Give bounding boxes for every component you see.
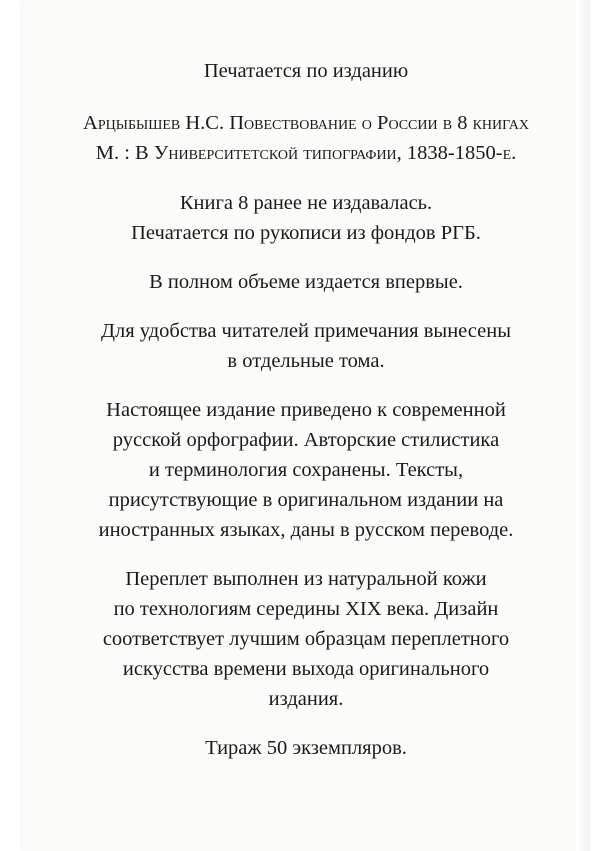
book8-line-2: Печатается по рукописи из фондов РГБ. <box>131 222 481 244</box>
binding-line-1: Переплет выполнен из натуральной кожи <box>125 568 487 590</box>
notes-line-1: Для удобства читателей примечания вынесены <box>101 320 511 342</box>
book8-line-1: Книга 8 ранее не издавалась. <box>179 192 433 214</box>
orthography-note <box>22 395 590 545</box>
binding-line-4: искусства времени выхода оригинального <box>122 658 490 680</box>
source-line-2: М. : В Университетской типографии, 1838-1850-е. <box>95 142 517 164</box>
imprint-heading <box>22 56 590 86</box>
book8-note <box>22 188 590 248</box>
first-full-line: В полном объеме издается впервые. <box>149 271 463 293</box>
source-line-1: Арцыбышев Н.С. Повествование о России в 8 книгах <box>83 112 529 134</box>
heading-line: Печатается по изданию <box>203 60 409 82</box>
notes-line-2: в отдельные тома. <box>227 350 385 372</box>
imprint-text-block <box>22 56 590 782</box>
print-run-note <box>22 733 590 763</box>
ortho-line-1: Настоящее издание приведено к современной <box>106 399 506 421</box>
notes-volumes-note <box>22 316 590 376</box>
first-full-edition-note <box>22 267 590 297</box>
page-sheet <box>22 0 590 851</box>
source-edition <box>22 108 590 168</box>
binding-line-2: по технологиям середины XIX века. Дизайн <box>113 598 499 620</box>
binding-line-5: издания. <box>268 688 344 710</box>
binding-note <box>22 564 590 714</box>
ortho-line-3: и терминология сохранены. Тексты, <box>148 459 464 481</box>
binding-line-3: соответствует лучшим образцам переплетного <box>102 628 510 650</box>
ortho-line-2: русской орфографии. Авторские стилистика <box>112 429 500 451</box>
ortho-line-5: иностранных языках, даны в русском переводе. <box>98 519 514 541</box>
print-run-line: Тираж 50 экземпляров. <box>205 737 407 759</box>
ortho-line-4: присутствующие в оригинальном издании на <box>108 489 504 511</box>
